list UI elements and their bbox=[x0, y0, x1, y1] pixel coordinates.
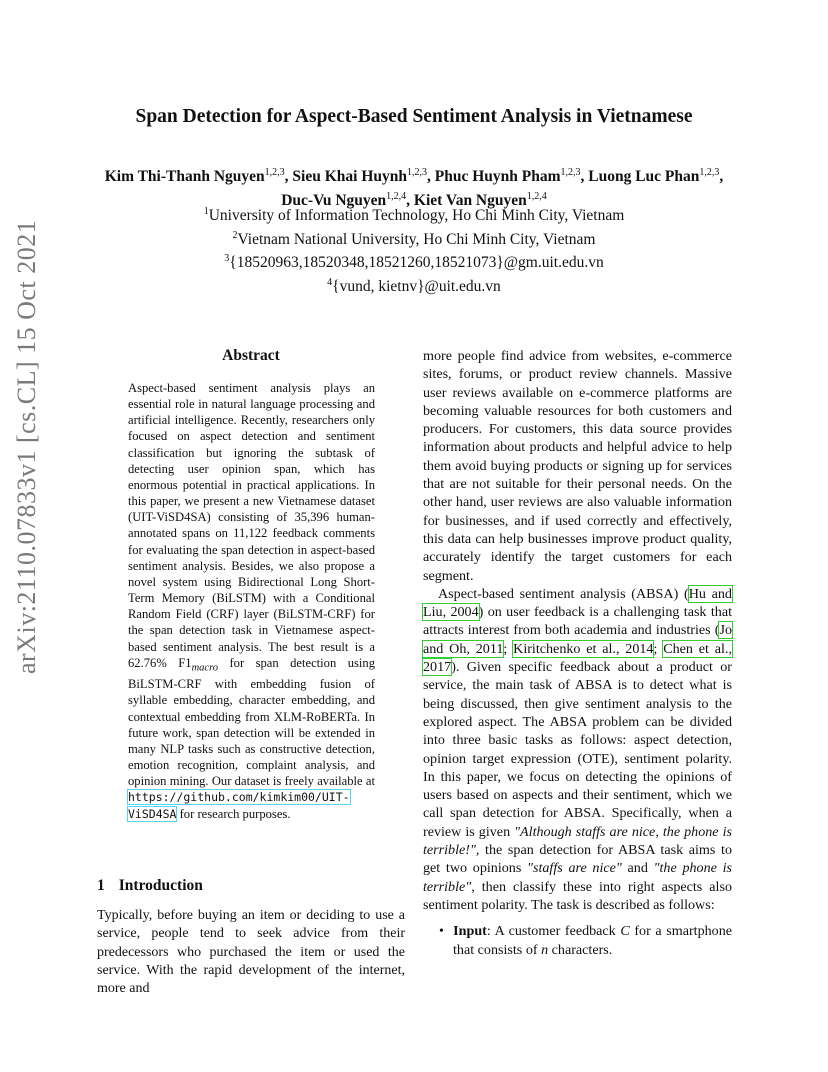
author-affil: 1,2,3 bbox=[406, 167, 427, 178]
author-name: Sieu Khai Huynh bbox=[292, 168, 407, 186]
text: characters. bbox=[548, 941, 613, 958]
text: and bbox=[621, 860, 654, 877]
section-heading bbox=[97, 877, 203, 895]
affil-text: {vund, kietnv}@uit.edu.vn bbox=[332, 278, 501, 296]
citation-link[interactable]: Kiritchenko et al., 2014 bbox=[513, 640, 654, 657]
author-affil: 1,2,3 bbox=[264, 167, 285, 178]
author-affil: 1,2,3 bbox=[560, 167, 581, 178]
bullet-item: • Input: A customer feedback C for a smartphone that consists of n characters. bbox=[439, 923, 733, 958]
intro-paragraph bbox=[97, 907, 405, 998]
math-var: C bbox=[620, 923, 630, 940]
affiliation-line bbox=[70, 202, 758, 226]
abstract-text: for research purposes. bbox=[176, 806, 291, 821]
citation-link[interactable]: Jo and Oh, 2011 bbox=[423, 622, 732, 657]
arxiv-identifier: arXiv:2110.07833v1 [cs.CL] 15 Oct 2021 bbox=[12, 219, 41, 674]
author-affil: 1,2,4 bbox=[386, 191, 407, 203]
author-affil: 1,2,4 bbox=[526, 191, 547, 203]
text: : A customer feedback bbox=[486, 923, 621, 940]
text: ; bbox=[653, 640, 664, 657]
affil-marker: 2 bbox=[232, 229, 238, 241]
citation-link[interactable]: Chen et al., 2017 bbox=[423, 640, 732, 676]
affiliation-line bbox=[70, 273, 758, 297]
author-name: Luong Luc Phan bbox=[588, 168, 700, 186]
affiliation-line bbox=[70, 249, 758, 273]
quote: "the phone is terrible" bbox=[423, 860, 732, 895]
affiliation-list bbox=[70, 202, 758, 297]
quote: "Although staffs are nice, the phone is terrible!" bbox=[423, 823, 732, 859]
text: , the span detection for ABSA task aims to get two opinions bbox=[423, 842, 732, 877]
bullet-label: Input bbox=[453, 923, 487, 940]
abstract-text: for span detection using BiLSTM-CRF with embedding fusion of syllable embedding, character embedding, and contextual embedding from XLM-RoBERTa. In future work, span detection will be extended in many NLP tasks such as constructive detection, emotion recognition, complaint analysis, and opinion mining. Our dataset is freely available at bbox=[128, 655, 376, 789]
author-list: Kim Thi-Thanh Nguyen$^{1,2,3}$, Sieu Khai Huynh$^{1,2,3}$, Phuc Huynh Pham$^{1,2,3}$, Luong Luc Phan$^{1,2,3}$, Duc-Vu Nguyen$^{1,2,4}$, Kiet Van Nguyen$^{1,2,4}$ bbox=[104, 167, 724, 210]
citation-link[interactable]: Hu and Liu, 2004 bbox=[423, 585, 732, 621]
math-var: n bbox=[541, 941, 549, 958]
text: , then classify these into right aspects also sentiment polarity. The task is described as follows: bbox=[423, 878, 732, 913]
affil-marker: 1 bbox=[203, 206, 209, 217]
author-name: Duc-Vu Nguyen bbox=[281, 192, 387, 210]
paragraph: more people find advice from websites, e-commerce sites, forums, or product review channels. Massive user reviews available on e-commerce platforms are becoming valuable resources for both customers and producers. For customers, this data source provides information about products and helpful advice to help them avoid buying products or signing up for services that are not suitable for their personal needs. On the other hand, user reviews are also valuable information for businesses, and if used correctly and effectively, this data can help businesses improve product quality, accurately identify the target customers for each segment. bbox=[423, 348, 732, 584]
text: Aspect-based sentiment analysis (ABSA) ( bbox=[438, 585, 689, 602]
author-name: Kiet Van Nguyen bbox=[413, 192, 527, 210]
paragraph bbox=[423, 585, 732, 914]
abstract-heading: Abstract bbox=[222, 347, 280, 364]
abstract-text: Aspect-based sentiment analysis plays an essential role in natural language processing and artificial intelligence. Recently, researchers only focused on aspect detection and sentiment classification but ignoring the subtask of detecting user opinion span, which has enormous potential in practical applications. In this paper, we present a new Vietnamese dataset (UIT-ViSD4SA) consisting of 35,396 human-annotated spans on 11,122 feedback comments for evaluating the span detection in aspect-based sentiment analysis. Besides, we also propose a novel system using Bidirectional Long Short-Term Memory (BiLSTM) with a Conditional Random Field (CRF) layer (BiLSTM-CRF) for the span detection task in Vietnamese aspect-based sentiment analysis. The best result is a 62.76% F1 bbox=[128, 381, 375, 670]
affiliation-line bbox=[70, 226, 758, 250]
affil-text: University of Information Technology, Ho Chi Minh City, Vietnam bbox=[208, 207, 625, 225]
right-column bbox=[423, 347, 732, 959]
author-affil: 1,2,3 bbox=[699, 167, 720, 178]
text: for a smartphone that consists of bbox=[453, 923, 733, 958]
section-title: Introduction bbox=[118, 877, 203, 894]
macro-subscript: macro bbox=[191, 662, 219, 674]
affil-marker: 3 bbox=[224, 253, 230, 265]
text: ) on user feedback is a challenging task that attracts interest from both academia and industries ( bbox=[423, 604, 732, 639]
affil-text: {18520963,18520348,18521260,18521073}@gm.uit.edu.vn bbox=[229, 254, 604, 272]
quote: "staffs are nice" bbox=[527, 860, 622, 877]
author-name: Kim Thi-Thanh Nguyen bbox=[104, 168, 265, 186]
section-number: 1 bbox=[97, 877, 105, 894]
affil-text: Vietnam National University, Ho Chi Minh City, Vietnam bbox=[237, 230, 596, 248]
affil-marker: 4 bbox=[327, 276, 333, 288]
paper-title: Span Detection for Aspect-Based Sentiment Analysis in Vietnamese bbox=[135, 106, 693, 127]
dataset-link[interactable]: https://github.com/kimkim00/UIT-ViSD4SA bbox=[128, 790, 350, 821]
abstract-body bbox=[128, 380, 375, 822]
author-name: Phuc Huynh Pham bbox=[434, 168, 561, 186]
intro-text: Typically, before buying an item or deciding to use a service, people tend to seek advice from their predecessors who purchased the item or used the service. With the rapid development of the internet, more and bbox=[97, 908, 405, 997]
text: ). Given specific feedback about a product or service, the main task of ABSA is to detect what is being discussed, then give sentiment analysis to the explored aspect. The ABSA problem can be divided into three basic tasks as follows: aspect detection, opinion target expression (OTE), sentiment polarity. In this paper, we focus on detecting the opinions of users based on aspects and their sentiment, which we call span detection for ABSA. Specifically, when a review is given bbox=[423, 659, 732, 840]
text: ; bbox=[503, 640, 514, 657]
